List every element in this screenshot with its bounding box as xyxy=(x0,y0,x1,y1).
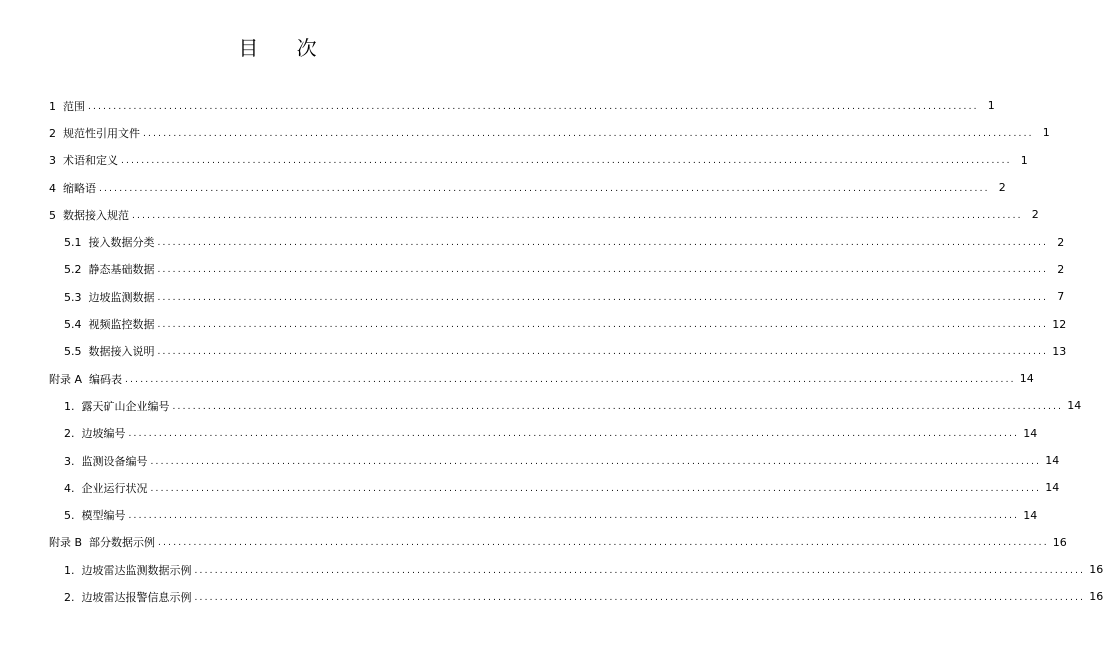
toc-leader-dots: ................................................................................................................................................................................ xyxy=(157,238,1049,249)
toc-leader-dots: ................................................................................................................................................................................ xyxy=(128,511,1020,522)
toc-page-number: 14 xyxy=(1023,508,1038,522)
toc-entry-label: 5.4 视频监控数据 xyxy=(64,318,155,332)
toc-entry-label: 5.1 接入数据分类 xyxy=(64,236,155,250)
toc-entry-b-1[interactable] xyxy=(64,556,1103,583)
toc-entry-label: 1. 露天矿山企业编号 xyxy=(64,399,170,413)
toc-entry-normative-references[interactable] xyxy=(49,119,1050,146)
toc-page-number: 1 xyxy=(1020,153,1028,167)
toc-page-number: 2 xyxy=(998,181,1006,195)
toc-entry-5-1[interactable] xyxy=(64,228,1065,255)
toc-leader-dots: ................................................................................................................................................................................ xyxy=(157,320,1049,331)
toc-leader-dots: ................................................................................................................................................................................ xyxy=(158,538,1049,549)
toc-page-number: 2 xyxy=(1031,208,1039,222)
toc-entry-5-4[interactable] xyxy=(64,310,1067,337)
toc-page-number: 2 xyxy=(1057,235,1065,249)
toc-page-number: 12 xyxy=(1052,317,1067,331)
toc-page-number: 13 xyxy=(1052,344,1067,358)
toc-entry-label: 2. 边坡编号 xyxy=(64,427,126,441)
toc-entry-label: 5.3 边坡监测数据 xyxy=(64,290,155,304)
toc-leader-dots: ................................................................................................................................................................................ xyxy=(172,401,1064,412)
toc-entry-a-2[interactable] xyxy=(64,420,1038,447)
toc-entry-label: 4 缩略语 xyxy=(49,181,96,195)
toc-entry-5-3[interactable] xyxy=(64,283,1065,310)
toc-entry-label: 3. 监测设备编号 xyxy=(64,454,148,468)
toc-entry-appendix-a[interactable] xyxy=(49,365,1034,392)
toc-leader-dots: ................................................................................................................................................................................ xyxy=(128,429,1020,440)
toc-leader-dots: ................................................................................................................................................................................ xyxy=(157,265,1049,276)
toc-leader-dots: ................................................................................................................................................................................ xyxy=(194,565,1086,576)
toc-entry-appendix-b[interactable] xyxy=(49,529,1067,556)
toc-entry-b-2[interactable] xyxy=(64,583,1103,610)
toc-leader-dots: ................................................................................................................................................................................ xyxy=(125,374,1016,385)
toc-entry-label: 附录 A 编码表 xyxy=(49,372,123,386)
table-of-contents xyxy=(0,92,1103,611)
toc-entry-label: 2 规范性引用文件 xyxy=(49,126,140,140)
toc-entry-label: 附录 B 部分数据示例 xyxy=(49,536,156,550)
toc-leader-dots: ................................................................................................................................................................................ xyxy=(157,347,1049,358)
toc-entry-5-2[interactable] xyxy=(64,256,1065,283)
toc-entry-a-5[interactable] xyxy=(64,501,1038,528)
toc-page-number: 14 xyxy=(1023,426,1038,440)
toc-page-number: 14 xyxy=(1045,454,1060,467)
toc-entry-terms[interactable] xyxy=(49,147,1028,174)
page-title: 目 次 xyxy=(238,36,333,60)
toc-page-number: 14 xyxy=(1045,481,1060,495)
toc-entry-a-4[interactable] xyxy=(64,474,1060,501)
toc-leader-dots: ................................................................................................................................................................................ xyxy=(194,592,1086,603)
toc-entry-a-1[interactable] xyxy=(64,392,1082,419)
toc-entry-abbreviations[interactable] xyxy=(49,174,1006,201)
toc-entry-5-5[interactable] xyxy=(64,338,1067,365)
toc-leader-dots: ................................................................................................................................................................................ xyxy=(143,128,1034,139)
toc-page-number: 1 xyxy=(1042,126,1050,140)
toc-entry-label: 5.2 静态基础数据 xyxy=(64,263,155,277)
toc-entry-label: 5. 模型编号 xyxy=(64,509,126,523)
toc-page-number: 16 xyxy=(1052,535,1067,549)
toc-entry-label: 3 术语和定义 xyxy=(49,154,118,168)
toc-entry-data-access-spec[interactable] xyxy=(49,201,1039,228)
toc-page-number: 2 xyxy=(1057,262,1065,276)
toc-entry-label: 5.5 数据接入说明 xyxy=(64,345,155,359)
toc-entry-a-3[interactable] xyxy=(64,447,1060,474)
toc-page-number: 16 xyxy=(1089,590,1103,604)
toc-page-number: 14 xyxy=(1019,372,1034,386)
toc-leader-dots: ................................................................................................................................................................................ xyxy=(157,292,1049,303)
toc-entry-scope[interactable] xyxy=(49,92,995,119)
toc-leader-dots: ................................................................................................................................................................................ xyxy=(150,483,1042,494)
toc-leader-dots: ................................................................................................................................................................................ xyxy=(150,456,1042,467)
toc-leader-dots: ................................................................................................................................................................................ xyxy=(121,156,1012,167)
toc-entry-label: 1. 边坡雷达监测数据示例 xyxy=(64,563,192,577)
toc-page-number: 14 xyxy=(1067,399,1082,413)
toc-entry-label: 4. 企业运行状况 xyxy=(64,481,148,495)
toc-leader-dots: ................................................................................................................................................................................ xyxy=(88,101,979,112)
toc-page-number: 1 xyxy=(987,99,995,113)
toc-entry-label: 1 范围 xyxy=(49,99,85,113)
toc-entry-label: 2. 边坡雷达报警信息示例 xyxy=(64,590,192,604)
toc-leader-dots: ................................................................................................................................................................................ xyxy=(99,183,990,194)
toc-leader-dots: ................................................................................................................................................................................ xyxy=(132,210,1023,221)
toc-page-number: 16 xyxy=(1089,563,1103,577)
toc-page-number: 7 xyxy=(1057,290,1065,304)
toc-entry-label: 5 数据接入规范 xyxy=(49,208,129,222)
